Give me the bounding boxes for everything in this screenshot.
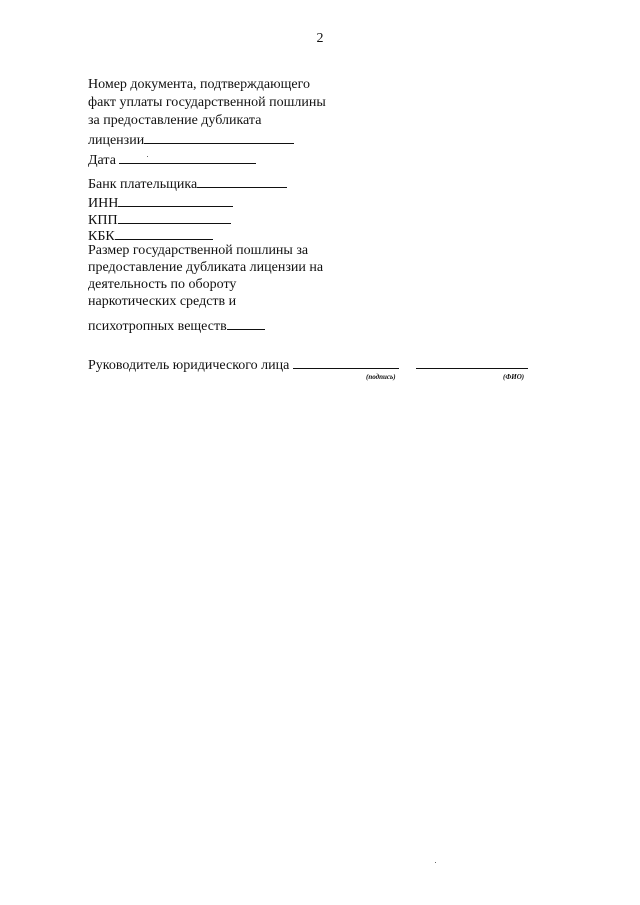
head-of-entity-label: Руководитель юридического лица <box>88 358 290 373</box>
date-label: Дата <box>88 153 116 168</box>
fee-size-line-3: деятельность по обороту <box>88 277 237 292</box>
bank-row <box>88 174 287 193</box>
document-number-line-2: факт уплаты государственной пошлины <box>88 95 326 110</box>
full-name-field[interactable] <box>416 355 528 369</box>
scan-speck <box>147 156 148 157</box>
full-name-caption: (ФИО) <box>503 373 525 381</box>
fee-size-line-2: предоставление дубликата лицензии на <box>88 260 324 275</box>
kpp-field[interactable] <box>118 210 231 224</box>
kbk-label: КБК <box>88 229 115 244</box>
inn-field[interactable] <box>118 193 233 207</box>
date-field[interactable] <box>119 150 256 164</box>
bank-label: Банк плательщика <box>88 177 198 192</box>
signature-caption: (подпись) <box>366 373 396 381</box>
page-number: 2 <box>316 31 324 46</box>
document-number-line-3: за предоставление дубликата <box>88 113 262 128</box>
fee-size-line-1: Размер государственной пошлины за <box>88 243 309 258</box>
document-number-field[interactable] <box>144 130 294 144</box>
signature-field[interactable] <box>293 355 399 369</box>
fee-size-field[interactable] <box>227 316 265 330</box>
signature-row <box>88 355 528 374</box>
kpp-label: КПП <box>88 213 118 228</box>
document-number-line-1: Номер документа, подтверждающего <box>88 77 310 92</box>
kbk-field[interactable] <box>115 226 213 240</box>
inn-label: ИНН <box>88 196 119 211</box>
substances-label: психотропных веществ <box>88 319 227 334</box>
scan-speck <box>435 862 436 863</box>
fee-size-line-5 <box>88 316 265 335</box>
document-number-line-4 <box>88 130 294 149</box>
date-row <box>88 150 256 169</box>
license-label: лицензии <box>88 133 145 148</box>
fee-size-line-4: наркотических средств и <box>88 294 237 309</box>
bank-field[interactable] <box>197 174 287 188</box>
